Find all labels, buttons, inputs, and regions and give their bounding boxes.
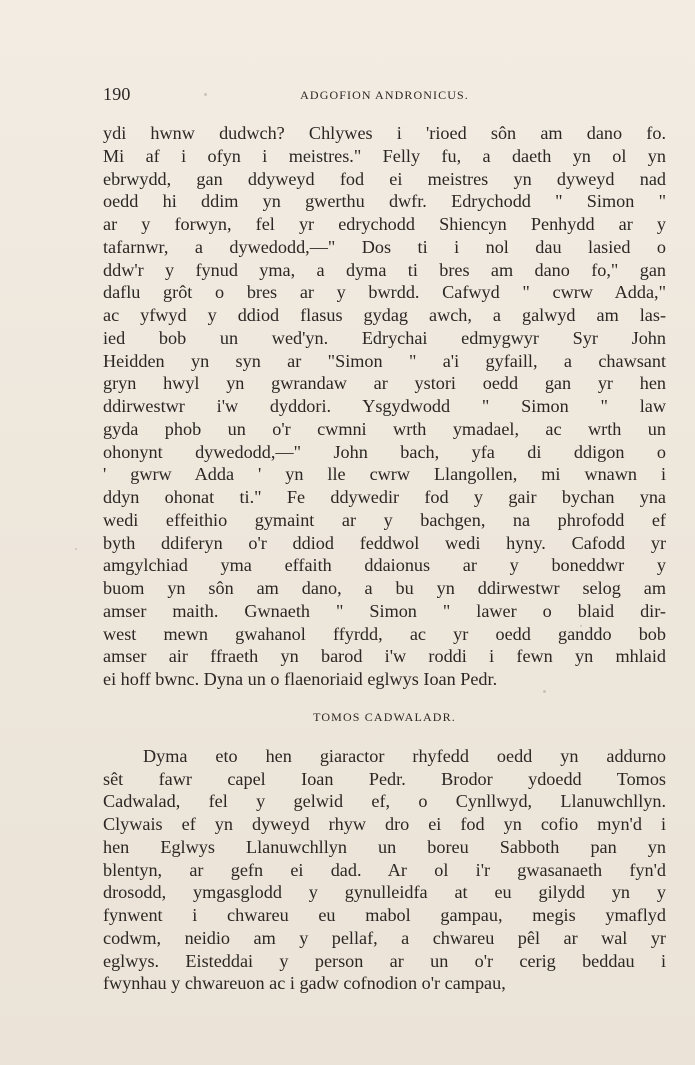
text-line: amgylchiad yma effaith ddaionus ar y boneddwr y bbox=[103, 555, 666, 576]
text-line: Mi af i ofyn i meistres." Felly fu, a daeth yn ol yn bbox=[103, 145, 666, 166]
text-line: ei hoff bwnc. Dyna un o flaenoriaid eglwys Ioan Pedr. bbox=[103, 669, 498, 689]
text-line: sêt fawr capel Ioan Pedr. Brodor ydoedd Tomos bbox=[103, 768, 666, 789]
text-line: blentyn, ar gefn ei dad. Ar ol i'r gwasanaeth fyn'd bbox=[103, 859, 666, 880]
text-line: ebrwydd, gan ddyweyd fod ei meistres yn dyweyd nad bbox=[103, 168, 666, 189]
text-line: west mewn gwahanol ffyrdd, ac yr oedd ganddo bob bbox=[103, 623, 666, 644]
text-line: wedi effeithio gymaint ar y bachgen, na phrofodd ef bbox=[103, 509, 666, 530]
text-line: tafarnwr, a dywedodd,—" Dos ti i nol dau lasied o bbox=[103, 236, 666, 257]
text-line: drosodd, ymgasglodd y gynulleidfa at eu gilydd yn y bbox=[103, 882, 666, 903]
paragraph-tomos-cadwaladr bbox=[103, 745, 666, 995]
text-line: ddw'r y fynud yma, a dyma ti bres am dano fo," gan bbox=[103, 259, 666, 280]
paper-speck bbox=[543, 690, 546, 693]
text-line: codwm, neidio am y pellaf, a chwareu pêl ar wal yr bbox=[103, 927, 666, 948]
text-line: Cadwalad, fel y gelwid ef, o Cynllwyd, Llanuwchllyn. bbox=[103, 791, 666, 812]
page-number: 190 bbox=[103, 84, 131, 104]
running-head bbox=[103, 84, 666, 108]
text-line: ar y forwyn, fel yr edrychodd Shiencyn Penhydd ar y bbox=[103, 214, 666, 234]
text-line: amser air ffraeth yn barod i'w roddi i fewn yn mhlaid bbox=[103, 646, 666, 667]
text-line: daflu grôt o bres ar y bwrdd. Cafwyd " cwrw Adda," bbox=[103, 282, 666, 303]
body-text bbox=[103, 122, 666, 995]
text-line: ydi hwnw dudwch? Chlywes i 'rioed sôn am dano fo. bbox=[103, 123, 666, 143]
text-line: oedd hi ddim yn gwerthu dwfr. Edrychodd " Simon " bbox=[103, 191, 666, 212]
text-line: ddyn ohonat ti." Fe ddywedir fod y gair bychan yna bbox=[103, 487, 666, 507]
text-line: ied bob un wed'yn. Edrychai edmygwyr Syr John bbox=[103, 327, 666, 348]
section-heading: TOMOS CADWALADR. bbox=[313, 709, 456, 724]
paragraph-continued bbox=[103, 122, 666, 691]
paper-speck bbox=[75, 548, 77, 550]
text-line: Heidden yn syn ar "Simon " a'i gyfaill, a chawsant bbox=[103, 350, 666, 371]
text-line: gryn hwyl yn gwrandaw ar ystori oedd gan yr hen bbox=[103, 373, 666, 394]
text-line: eglwys. Eisteddai y person ar un o'r cerig beddau i bbox=[103, 950, 666, 971]
running-title: ADGOFION ANDRONICUS. bbox=[300, 88, 469, 102]
text-line: gyda phob un o'r cwmni wrth ymadael, ac wrth un bbox=[103, 418, 666, 439]
text-line: ohonynt dywedodd,—" John bach, yfa di ddigon o bbox=[103, 441, 666, 462]
text-line: fynwent i chwareu eu mabol gampau, megis ymaflyd bbox=[103, 905, 666, 925]
text-line: amser maith. Gwnaeth " Simon " lawer o blaid dir- bbox=[103, 600, 666, 621]
text-line: hen Eglwys Llanuwchllyn un boreu Sabboth pan yn bbox=[103, 836, 666, 857]
paper-speck bbox=[204, 93, 207, 96]
text-line: fwynhau y chwareuon ac i gadw cofnodion o'r campau, bbox=[103, 973, 506, 994]
text-line: buom yn sôn am dano, a bu yn ddirwestwr selog am bbox=[103, 578, 666, 598]
text-line: ac yfwyd y ddiod flasus gydag awch, a galwyd am las- bbox=[103, 305, 666, 325]
text-line: ' gwrw Adda ' yn lle cwrw Llangollen, mi wnawn i bbox=[103, 464, 666, 485]
text-line: ddirwestwr i'w dyddori. Ysgydwodd " Simon " law bbox=[103, 396, 666, 416]
text-line: Clywais ef yn dyweyd rhyw dro ei fod yn cofio myn'd i bbox=[103, 814, 666, 834]
text-line: byth ddiferyn o'r ddiod feddwol wedi hyny. Cafodd yr bbox=[103, 532, 666, 553]
paper-speck bbox=[580, 625, 582, 627]
text-line: Dyma eto hen giaractor rhyfedd oedd yn addurno bbox=[143, 745, 666, 766]
